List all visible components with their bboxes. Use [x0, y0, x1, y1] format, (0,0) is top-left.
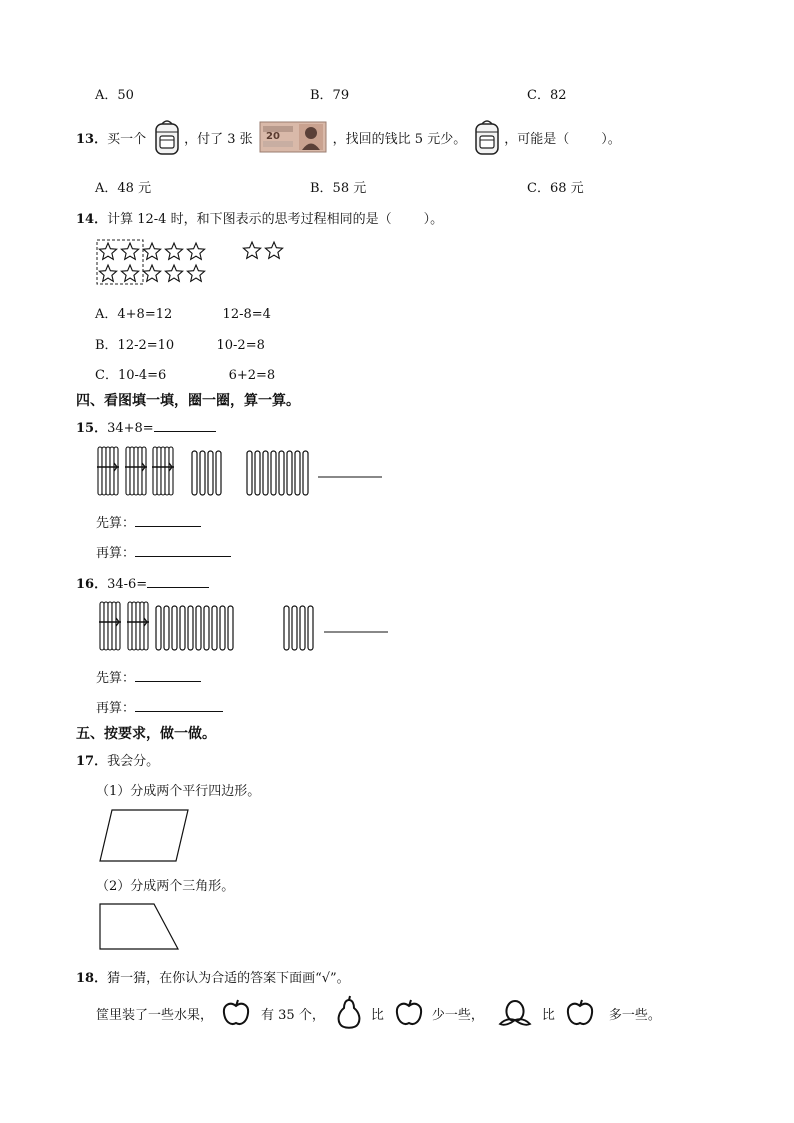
q18-number: 18． — [76, 971, 108, 986]
q13-text-4: ，可能是（ — [504, 131, 570, 147]
stick-icon — [308, 606, 313, 650]
star-icon — [187, 265, 204, 281]
parallelogram-shape[interactable] — [98, 808, 192, 864]
peach-icon — [498, 996, 532, 1030]
stick-icon — [300, 606, 305, 650]
q15-expression: 34+8= — [107, 421, 154, 436]
stick-bundle-icon — [152, 447, 174, 495]
apple-icon — [394, 998, 424, 1028]
stick-icon — [164, 606, 169, 650]
backpack-icon — [152, 118, 182, 156]
star-icon — [243, 242, 260, 258]
star-diagram — [96, 238, 296, 286]
section-4-title: 四、看图填一填，圈一圈，算一算。 — [76, 393, 300, 409]
q18-s1: 筐里装了一些水果， — [96, 1007, 214, 1023]
stick-icon — [287, 451, 292, 495]
q15-first-label: 先算： — [96, 516, 136, 531]
q15-then-step — [96, 542, 231, 561]
stick-icon — [156, 606, 161, 650]
stick-icon — [212, 606, 217, 650]
q16-first-blank[interactable] — [135, 670, 201, 682]
star-icon — [265, 242, 282, 258]
q13-text-2: ，付了 3 张 — [184, 131, 253, 147]
q13-text-5: ）。 — [601, 131, 621, 147]
q14-c-expr-1: C．10-4=6 — [95, 368, 167, 383]
stick-bundle-icon — [97, 447, 119, 495]
q15-first-blank[interactable] — [135, 515, 201, 527]
apple-icon — [221, 998, 251, 1028]
star-icon — [165, 265, 182, 281]
stick-icon — [220, 606, 225, 650]
q18-text: 猜一猜，在你认为合适的答案下面画“√”。 — [107, 971, 350, 986]
q12-option-c: C．82 — [527, 88, 567, 103]
q12-option-b: B．79 — [310, 88, 350, 103]
q17-part-2: （2）分成两个三角形。 — [96, 879, 235, 894]
q13-question — [76, 118, 621, 156]
stick-icon — [196, 606, 201, 650]
star-icon — [143, 265, 160, 281]
section-5-title: 五、按要求，做一做。 — [76, 726, 216, 742]
q15-answer-blank[interactable] — [154, 420, 216, 432]
q16-expression: 34-6= — [107, 577, 148, 592]
q15-question — [76, 417, 216, 436]
q17-text: 我会分。 — [107, 754, 160, 769]
stick-icon — [255, 451, 260, 495]
q15-then-label: 再算： — [96, 546, 136, 561]
q14-question — [76, 208, 443, 227]
q16-question — [76, 573, 209, 592]
stick-bundle-icon — [99, 602, 121, 650]
rmb-banknote-icon — [259, 121, 327, 153]
stick-icon — [228, 606, 233, 650]
q17-part-1: （1）分成两个平行四边形。 — [96, 784, 261, 799]
star-icon — [187, 243, 204, 259]
q15-first-step — [96, 512, 201, 531]
q14-a-expr-2: 12-8=4 — [222, 307, 271, 322]
star-icon — [165, 243, 182, 259]
stick-icon — [192, 451, 197, 495]
trapezoid-shape[interactable] — [98, 902, 182, 952]
q13-number: 13． — [76, 131, 108, 147]
q17-number: 17． — [76, 754, 108, 769]
q15-number: 15． — [76, 421, 108, 436]
q13-text-3: ，找回的钱比 5 元少。 — [332, 131, 467, 147]
q18-sentence — [96, 995, 661, 1031]
apple-icon — [565, 998, 595, 1028]
banknote-value: 20 — [265, 131, 280, 142]
q14-b-expr-1: B．12-2=10 — [95, 338, 175, 353]
q14-c-expr-2: 6+2=8 — [228, 368, 276, 383]
q14-b-expr-2: 10-2=8 — [216, 338, 265, 353]
stick-icon — [303, 451, 308, 495]
stick-icon — [208, 451, 213, 495]
q16-then-blank[interactable] — [135, 700, 223, 712]
q18-s6: 多一些。 — [608, 1007, 661, 1023]
q18-s2: 有 35 个， — [261, 1007, 325, 1023]
star-icon — [99, 243, 116, 259]
q13-option-b: B．58 元 — [310, 181, 367, 196]
stick-icon — [263, 451, 268, 495]
stick-icon — [216, 451, 221, 495]
stick-bundle-icon — [127, 602, 149, 650]
q12-option-a: A．50 — [95, 88, 134, 103]
stick-icon — [292, 606, 297, 650]
q13-text-1: 买一个 — [107, 131, 147, 147]
star-icon — [143, 243, 160, 259]
q16-then-label: 再算： — [96, 701, 136, 716]
q15-then-blank[interactable] — [135, 545, 231, 557]
q16-answer-blank[interactable] — [147, 576, 209, 588]
pear-icon — [335, 995, 363, 1031]
stick-icon — [271, 451, 276, 495]
q18-s4: 少一些， — [431, 1007, 484, 1023]
q14-text: 计算 12-4 时，和下图表示的思考过程相同的是（ — [107, 212, 392, 227]
stick-icon — [247, 451, 252, 495]
star-icon — [99, 265, 116, 281]
q16-then-step — [96, 697, 223, 716]
q18-s3: 比 — [370, 1007, 384, 1023]
star-icon — [121, 243, 138, 259]
q14-a-expr-1: A．4+8=12 — [95, 307, 173, 322]
q18-s5: 比 — [541, 1007, 555, 1023]
q17-question — [76, 750, 159, 769]
q14-option-c — [95, 364, 275, 383]
stick-icon — [204, 606, 209, 650]
stick-icon — [295, 451, 300, 495]
stick-icon — [200, 451, 205, 495]
stick-bundle-icon — [125, 447, 147, 495]
q14-number: 14． — [76, 212, 108, 227]
q16-sticks-diagram — [98, 600, 394, 654]
q15-sticks-diagram — [96, 445, 386, 499]
q16-number: 16． — [76, 577, 108, 592]
backpack-icon — [472, 118, 502, 156]
q16-first-label: 先算： — [96, 671, 136, 686]
stick-icon — [279, 451, 284, 495]
q14-option-a — [95, 303, 271, 322]
stick-icon — [188, 606, 193, 650]
stick-icon — [172, 606, 177, 650]
q13-option-c: C．68 元 — [527, 181, 584, 196]
q14-close: ）。 — [423, 212, 444, 227]
q14-option-b — [95, 334, 265, 353]
stick-icon — [180, 606, 185, 650]
star-icon — [121, 265, 138, 281]
q18-question — [76, 967, 350, 986]
q13-option-a: A．48 元 — [95, 181, 152, 196]
stick-icon — [284, 606, 289, 650]
q16-first-step — [96, 667, 201, 686]
